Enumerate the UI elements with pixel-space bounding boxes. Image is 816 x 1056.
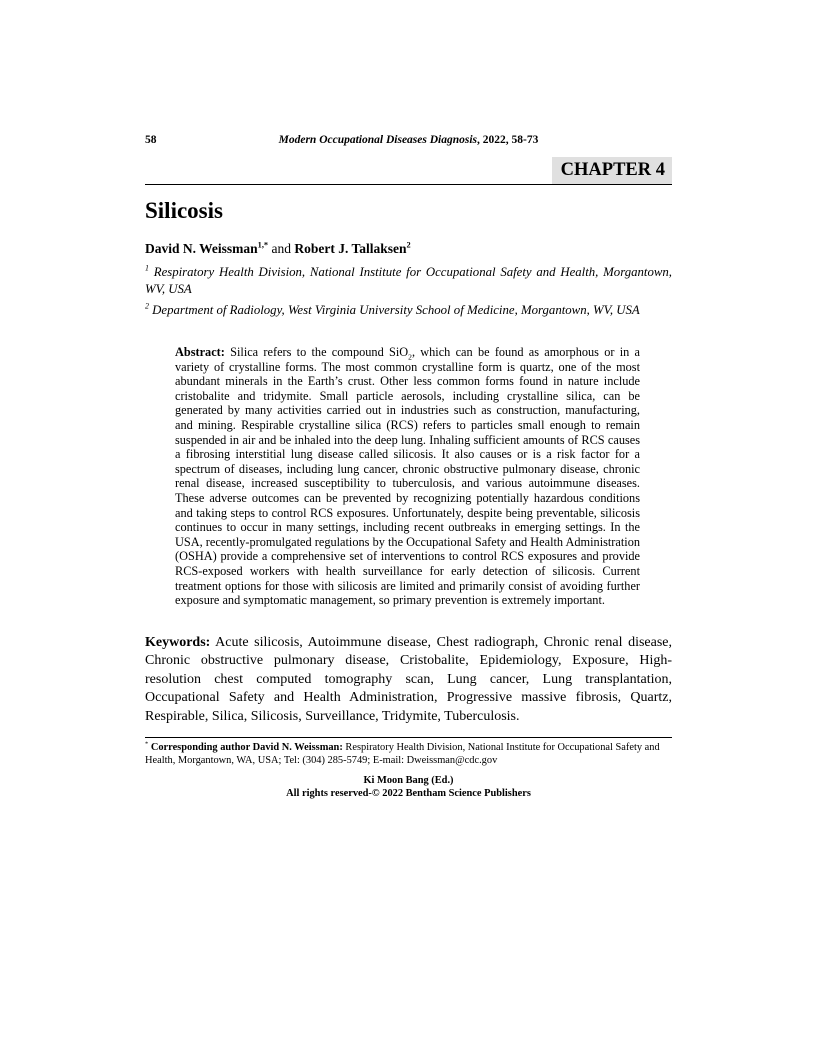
page-content bbox=[145, 133, 672, 800]
corresponding-author-label: Corresponding author David N. Weissman: bbox=[150, 742, 343, 754]
running-title-pages: , 2022, 58-73 bbox=[477, 134, 539, 146]
copyright-line: All rights reserved-© 2022 Bentham Science Publishers bbox=[286, 788, 531, 800]
author-1-superscript: 1,* bbox=[257, 240, 269, 250]
affiliation-2-superscript: 2 bbox=[145, 301, 149, 311]
corresponding-author-note bbox=[145, 741, 672, 767]
page-header bbox=[145, 133, 672, 147]
chapter-title: Silicosis bbox=[145, 198, 223, 223]
abstract-text-post: , which can be found as amorphous or in a variety of crystalline forms. The most common crystalline form is quartz, one of the most abundant minerals in the Earth’s crust. Other less common forms found in nature include cristobalite and tridymite. Small particle aerosols, including crystalline silica, can be generated by many activities carried out in industries such as construction, manufacturing, and mining. Respirable crystalline silica (RCS) refers to particles small enough to remain suspended in air and be inhaled into the deep lung. Inhaling sufficient amounts of RCS causes a fibrosing interstitial lung disease called silicosis. It also causes or is a risk factor for a spectrum of diseases, including lung cancer, chronic obstructive pulmonary disease, chronic renal disease, increased susceptibility to tuberculosis, and various autoimmune diseases. These adverse outcomes can be prevented by recognizing potentially hazardous conditions and taking steps to control RCS exposures. Unfortunately, despite being preventable, silicosis continues to occur in many settings, including recent outbreaks in emerging settings. In the USA, recently-promulgated regulations by the Occupational Safety and Health Administration (OSHA) provide a comprehensive set of interventions to control RCS exposures and provide RCS-exposed workers with health surveillance for early detection of silicosis. Current treatment options for those with silicosis are limited and primarily consist of avoiding further exposure and symptomatic management, so primary prevention is extremely important. bbox=[175, 345, 641, 608]
abstract-sio2-subscript: 2 bbox=[408, 352, 412, 362]
footnote-asterisk: * bbox=[145, 740, 149, 748]
chapter-banner: CHAPTER 4 bbox=[552, 157, 672, 184]
keywords-paragraph bbox=[145, 634, 672, 727]
keywords-label: Keywords: bbox=[145, 634, 211, 650]
abstract-paragraph bbox=[175, 345, 640, 608]
affiliation-1-superscript: 1 bbox=[145, 263, 149, 273]
footnote-block bbox=[145, 737, 672, 800]
abstract-text-pre: Silica refers to the compound SiO bbox=[230, 345, 409, 359]
keywords-text: Acute silicosis, Autoimmune disease, Chest radiograph, Chronic renal disease, Chronic obstructive pulmonary disease, Cristobalite, Epidemiology, Exposure, High-resolution chest computed tomography scan, Lung cancer, Lung transplantation, Occupational Safety and Health Administration, Progressive massive fibrosis, Quartz, Respirable, Silica, Silicosis, Surveillance, Tridymite, Tuberculosis. bbox=[145, 634, 673, 724]
abstract-label: Abstract: bbox=[175, 345, 225, 359]
authors-line bbox=[145, 241, 672, 257]
running-title bbox=[279, 134, 539, 146]
header-rule bbox=[145, 184, 672, 185]
chapter-banner-row bbox=[145, 157, 672, 184]
affiliation-1-text: Respiratory Health Division, National Institute for Occupational Safety and Health, Morgantown, WV, USA bbox=[145, 265, 672, 296]
author-1-name: David N. Weissman bbox=[145, 241, 258, 256]
author-2-name: Robert J. Tallaksen bbox=[294, 241, 407, 256]
author-2-superscript: 2 bbox=[406, 240, 411, 250]
authors-connector: and bbox=[268, 241, 295, 256]
affiliation-1 bbox=[145, 264, 672, 298]
editor-line: Ki Moon Bang (Ed.) bbox=[363, 775, 454, 787]
running-title-journal: Modern Occupational Diseases Diagnosis bbox=[278, 134, 478, 146]
affiliation-2-text: Department of Radiology, West Virginia University School of Medicine, Morgantown, WV, USA bbox=[152, 303, 640, 317]
page-number: 58 bbox=[145, 134, 157, 146]
corresponding-author-text: Respiratory Health Division, National Institute for Occupational Safety and Health, Morgantown, WA, USA; Tel: (304) 285-5749; E-mail: Dweissman@cdc.gov bbox=[145, 742, 660, 767]
affiliation-2 bbox=[145, 302, 672, 319]
